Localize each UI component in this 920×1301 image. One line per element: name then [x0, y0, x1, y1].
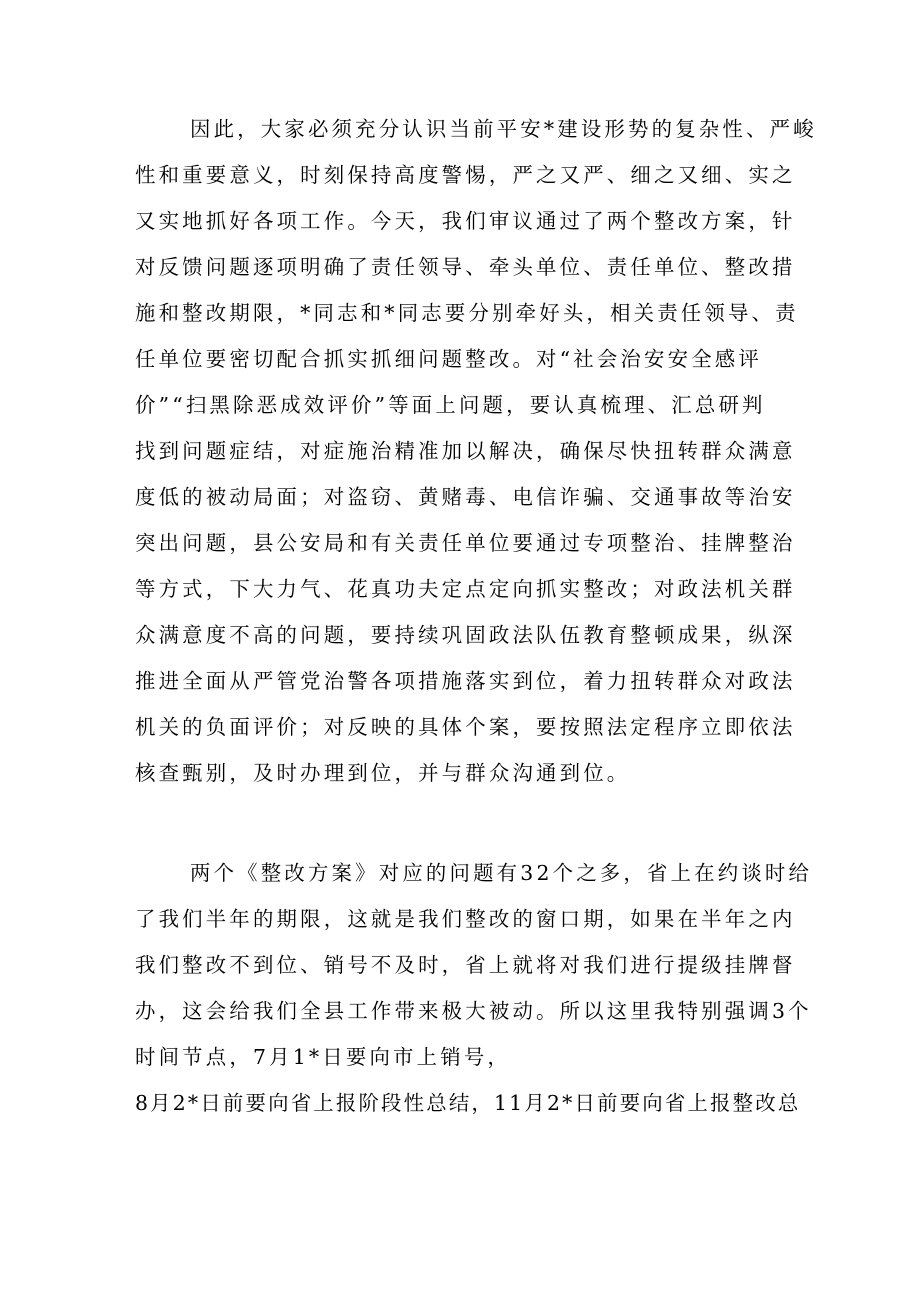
paragraph-1-line-4: 对反馈问题逐项明确了责任领导、牵头单位、责任单位、整改措 — [135, 255, 796, 279]
paragraph-2-line-2: 了我们半年的期限，这就是我们整改的窗口期，如果在半年之内 — [135, 907, 796, 931]
paragraph-1-line-8: 找到问题症结，对症施治精准加以解决，确保尽快扭转群众满意 — [135, 439, 796, 463]
paragraph-1-line-2: 性和重要意义，时刻保持高度警惕，严之又严、细之又细、实之 — [135, 163, 796, 187]
paragraph-2-line-3: 我们整改不到位、销号不及时，省上就将对我们进行提级挂牌督 — [135, 953, 796, 977]
paragraph-2-line-6: 8月2*日前要向省上报阶段性总结，11月2*日前要向省上报整改总 — [135, 1091, 801, 1115]
paragraph-1-line-7: 价”“扫黑除恶成效评价”等面上问题，要认真梳理、汇总研判 — [135, 393, 766, 417]
paragraph-1-line-1: 因此，大家必须充分认识当前平安*建设形势的复杂性、严峻 — [190, 117, 817, 141]
paragraph-1-line-3: 又实地抓好各项工作。今天，我们审议通过了两个整改方案，针 — [135, 209, 796, 233]
paragraph-1-line-14: 机关的负面评价；对反映的具体个案，要按照法定程序立即依法 — [135, 715, 796, 739]
paragraph-1-line-15: 核查甄别，及时办理到位，并与群众沟通到位。 — [135, 761, 631, 785]
paragraph-2-line-4: 办，这会给我们全县工作带来极大被动。所以这里我特别强调3个 — [135, 999, 812, 1023]
paragraph-2-line-1: 两个《整改方案》对应的问题有32个之多，省上在约谈时给 — [190, 861, 813, 885]
paragraph-1-line-13: 推进全面从严管党治警各项措施落实到位，着力扭转群众对政法 — [135, 669, 796, 693]
paragraph-1-line-9: 度低的被动局面；对盗窃、黄赌毒、电信诈骗、交通事故等治安 — [135, 485, 796, 509]
paragraph-1-line-12: 众满意度不高的问题，要持续巩固政法队伍教育整顿成果，纵深 — [135, 623, 796, 647]
paragraph-1-line-6: 任单位要密切配合抓实抓细问题整改。对“社会治安安全感评 — [135, 347, 762, 371]
paragraph-2-line-5: 时间节点，7月1*日要向市上销号， — [135, 1045, 512, 1069]
paragraph-1-line-11: 等方式，下大力气、花真功夫定点定向抓实整改；对政法机关群 — [135, 577, 796, 601]
paragraph-1-line-10: 突出问题，县公安局和有关责任单位要通过专项整治、挂牌整治 — [135, 531, 796, 555]
paragraph-1-line-5: 施和整改期限，*同志和*同志要分别牵好头，相关责任领导、责 — [135, 301, 799, 325]
